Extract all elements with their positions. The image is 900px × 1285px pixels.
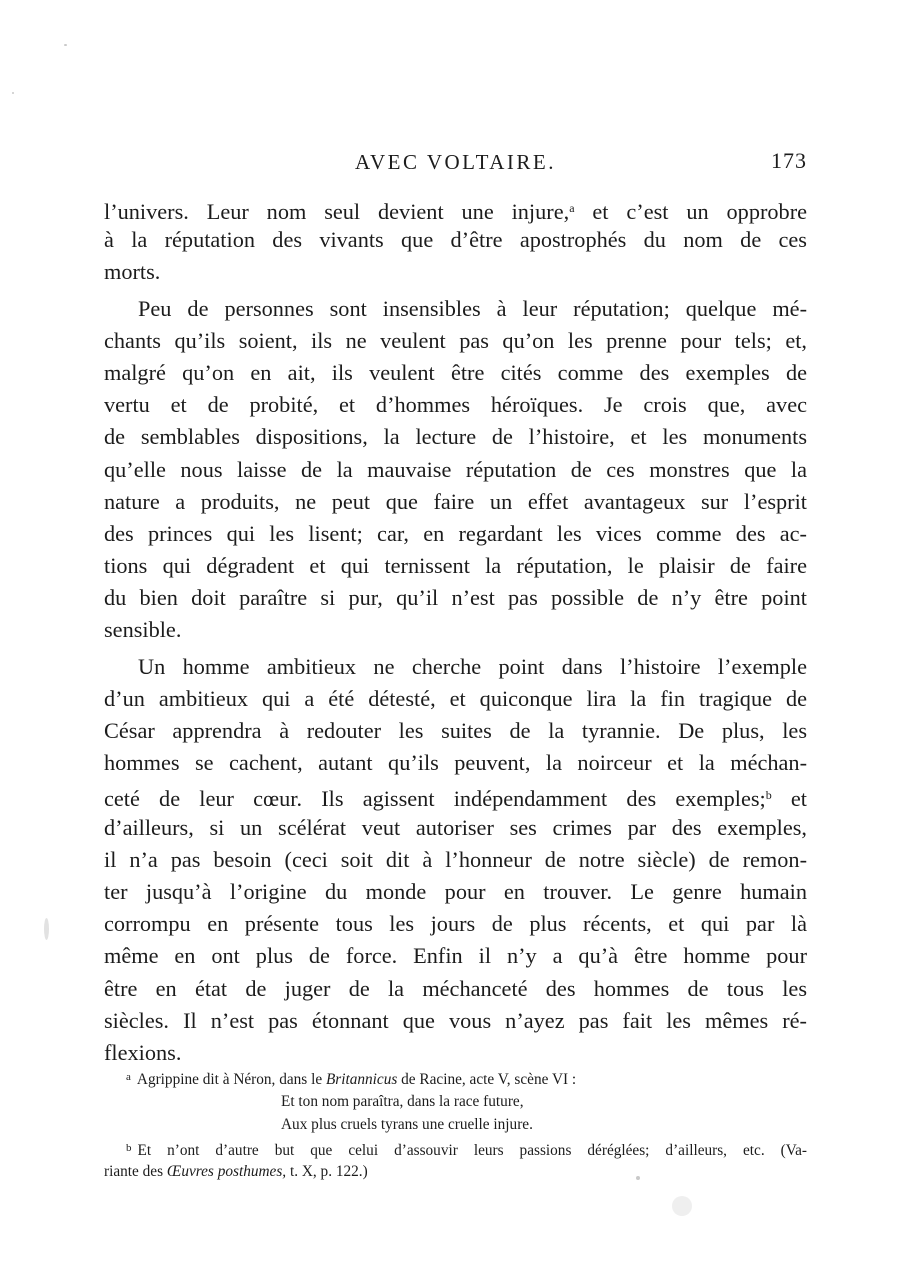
text-line: des princes qui les lisent; car, en regardant les vices comme des ac- <box>104 520 807 546</box>
footnote-ref-a: a <box>569 201 575 215</box>
text-line: Peu de personnes sont insensibles à leur réputation; quelque mé- <box>138 295 807 321</box>
text-line: corrompu en présente tous les jours de plus récents, et qui par là <box>104 911 807 937</box>
footnote-mark-a: a <box>126 1071 131 1083</box>
paper-speck <box>64 44 67 46</box>
text-segment: ceté de leur cœur. Ils agissent indépendamment des exemples; <box>104 786 766 812</box>
footnote-text: t. X, p. 122.) <box>286 1163 368 1180</box>
text-line: sensible. <box>104 617 182 643</box>
text-segment: l’univers. Leur nom seul devient une injure, <box>104 199 570 224</box>
paper-speck <box>44 918 49 940</box>
paper-speck <box>636 1176 640 1180</box>
paper-speck <box>12 92 14 94</box>
running-head <box>104 148 807 180</box>
text-line: d’un ambitieux qui a été détesté, et quiconque lira la fin tragique de <box>104 685 807 711</box>
text-line: malgré qu’on en ait, ils veulent être cités comme des exemples de <box>104 359 807 385</box>
text-line: vertu et de probité, et d’hommes héroïques. Je crois que, avec <box>104 392 807 418</box>
text-segment: et <box>771 786 808 812</box>
text-line: à la réputation des vivants que d’être apostrophés du nom de ces <box>104 227 807 253</box>
text-line: du bien doit paraître si pur, qu’il n’est pas possible de n’y être point <box>104 585 807 611</box>
text-line: qu’elle nous laisse de la mauvaise réputation de ces monstres que la <box>104 456 807 482</box>
text-line: César apprendra à redouter les suites de la tyrannie. De plus, les <box>104 718 807 743</box>
footnote-text: riante des <box>104 1163 167 1180</box>
text-line: nature a produits, ne peut que faire un effet avantageux sur l’esprit <box>104 488 807 514</box>
page-number: 173 <box>771 148 807 173</box>
running-title: AVEC VOLTAIRE. <box>355 150 556 174</box>
text-line: d’ailleurs, si un scélérat veut autoriser ses crimes par des exemples, <box>104 814 807 840</box>
footnote-text: Agrippine dit à Néron, dans le <box>136 1071 326 1088</box>
text-line: morts. <box>104 259 161 285</box>
footnote-text: de Racine, acte V, scène VI : <box>397 1071 577 1088</box>
text-line <box>104 779 807 811</box>
paragraph-3 <box>104 651 807 1069</box>
text-line: être en état de juger de la méchanceté des hommes de tous les <box>104 975 807 1001</box>
text-line: même en ont plus de force. Enfin il n’y a qu’à être homme pour <box>104 943 807 969</box>
footnote-verse: Et ton nom paraîtra, dans la race future, <box>281 1092 524 1110</box>
text-line: tions qui dégradent et qui ternissent la réputation, le plaisir de faire <box>104 553 807 579</box>
text-line: ter jusqu’à l’origine du monde pour en trouver. Le genre humain <box>104 878 807 904</box>
text-line: siècles. Il n’est pas étonnant que vous n’ayez pas fait les mêmes ré- <box>104 1007 807 1033</box>
text-segment: et c’est un opprobre <box>574 199 808 224</box>
footnote-ref-b: b <box>765 788 772 803</box>
text-line <box>104 192 807 224</box>
text-line: de semblables dispositions, la lecture de l’histoire, et les monuments <box>104 424 807 450</box>
paragraph-1 <box>104 192 807 289</box>
footnote-mark-b: b <box>126 1141 132 1154</box>
text-line: Un homme ambitieux ne cherche point dans l’histoire l’exemple <box>138 653 807 679</box>
paper-speck <box>672 1196 692 1216</box>
text-line: chants qu’ils soient, ils ne veulent pas qu’on les prenne pour tels; et, <box>104 327 807 353</box>
footnote-text: Et n’ont d’autre but que celui d’assouvir leurs passions déréglées; d’ailleurs, etc. (Va- <box>137 1141 807 1159</box>
footnote-a <box>104 1066 807 1090</box>
work-title: Œuvres posthumes, <box>166 1163 287 1180</box>
body-text <box>104 192 807 1073</box>
text-line: flexions. <box>104 1039 182 1065</box>
footnote-b <box>104 1137 807 1161</box>
work-title: Britannicus <box>325 1071 398 1088</box>
text-line: il n’a pas besoin (ceci soit dit à l’honneur de notre siècle) de remon- <box>104 846 807 872</box>
footnote-b-continuation <box>104 1160 807 1184</box>
paragraph-2 <box>104 293 807 647</box>
footnotes <box>104 1066 807 1184</box>
footnote-verse: Aux plus cruels tyrans une cruelle injure. <box>281 1116 533 1133</box>
text-line: hommes se cachent, autant qu’ils peuvent, la noirceur et la méchan- <box>104 750 807 776</box>
